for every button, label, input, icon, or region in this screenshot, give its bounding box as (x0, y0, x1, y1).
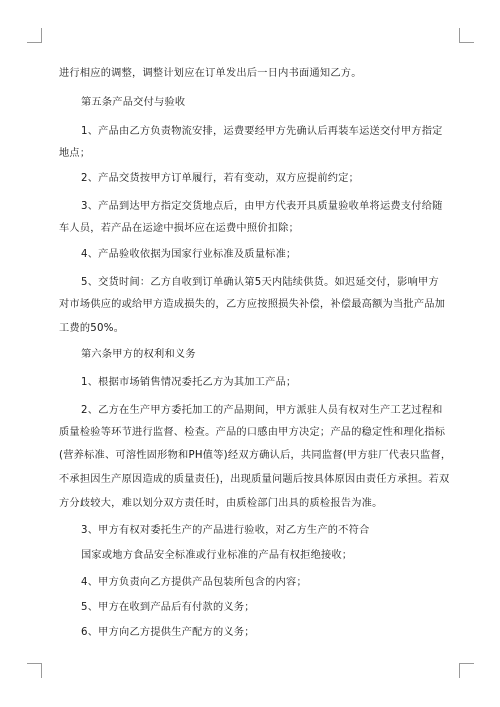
paragraph-line: 4、产品验收依据为国家行业标准及质量标准； (81, 249, 297, 260)
paragraph-line: 对市场供应的或给甲方造成损失的，乙方应按照损失补偿，补偿最高额为当批产品加 (59, 299, 446, 310)
paragraph-line: 5、交货时间：乙方自收到订单确认第5天内陆续供货。如迟延交付，影响甲方 (81, 277, 439, 288)
paragraph-line: 1、根据市场销售情况委托乙方为其加工产品； (81, 377, 297, 388)
paragraph-line: (营养标准、可溶性固形物和PH值等)经双方确认后，共同监督(甲方驻厂代表只监督， (59, 450, 452, 461)
paragraph-line: 不承担因生产原因造成的质量责任)，出现质量问题后按具体原因由责任方承担。若双 (59, 474, 450, 485)
paragraph-line: 3、甲方有权对委托生产的产品进行验收，对乙方生产的不符合 (81, 525, 370, 536)
paragraph-line: 2、产品交货按甲方订单履行，若有变动，双方应提前约定； (81, 173, 360, 184)
paragraph-line: 方分歧较大，难以划分双方责任时，由质检部门出具的质检报告为准。 (59, 498, 383, 509)
paragraph-line: 工费的50%。 (59, 323, 125, 334)
paragraph-line: 3、产品到达甲方指定交货地点后，由甲方代表开具质量验收单将运费支付给随 (81, 201, 443, 212)
section-heading: 第五条产品交付与验收 (81, 97, 186, 108)
paragraph-line: 2、乙方在生产甲方委托加工的产品期间，甲方派驻人员有权对生产工艺过程和 (81, 405, 443, 416)
paragraph-line: 进行相应的调整，调整计划应在订单发出后一日内书面通知乙方。 (59, 68, 362, 79)
section-heading: 第六条甲方的权利和义务 (81, 349, 196, 360)
paragraph-line: 国家或地方食品安全标准或行业标准的产品有权拒绝接收； (81, 550, 353, 561)
paragraph-line: 5、甲方在收到产品后有付款的义务； (81, 602, 255, 613)
paragraph-line: 4、甲方负责向乙方提供产品包装所包含的内容； (81, 577, 307, 588)
paragraph-line: 1、产品由乙方负责物流安排，运费要经甲方先确认后再装车运送交付甲方指定 (81, 126, 443, 137)
paragraph-line: 6、甲方向乙方提供生产配方的义务； (81, 627, 255, 638)
paragraph-line: 质量检验等环节进行监督、检查。产品的口感由甲方决定；产品的稳定性和理化指标 (59, 427, 446, 438)
paragraph-line: 地点； (59, 148, 91, 159)
paragraph-line: 车人员，若产品在运途中损坏应在运费中照价扣除； (59, 223, 300, 234)
